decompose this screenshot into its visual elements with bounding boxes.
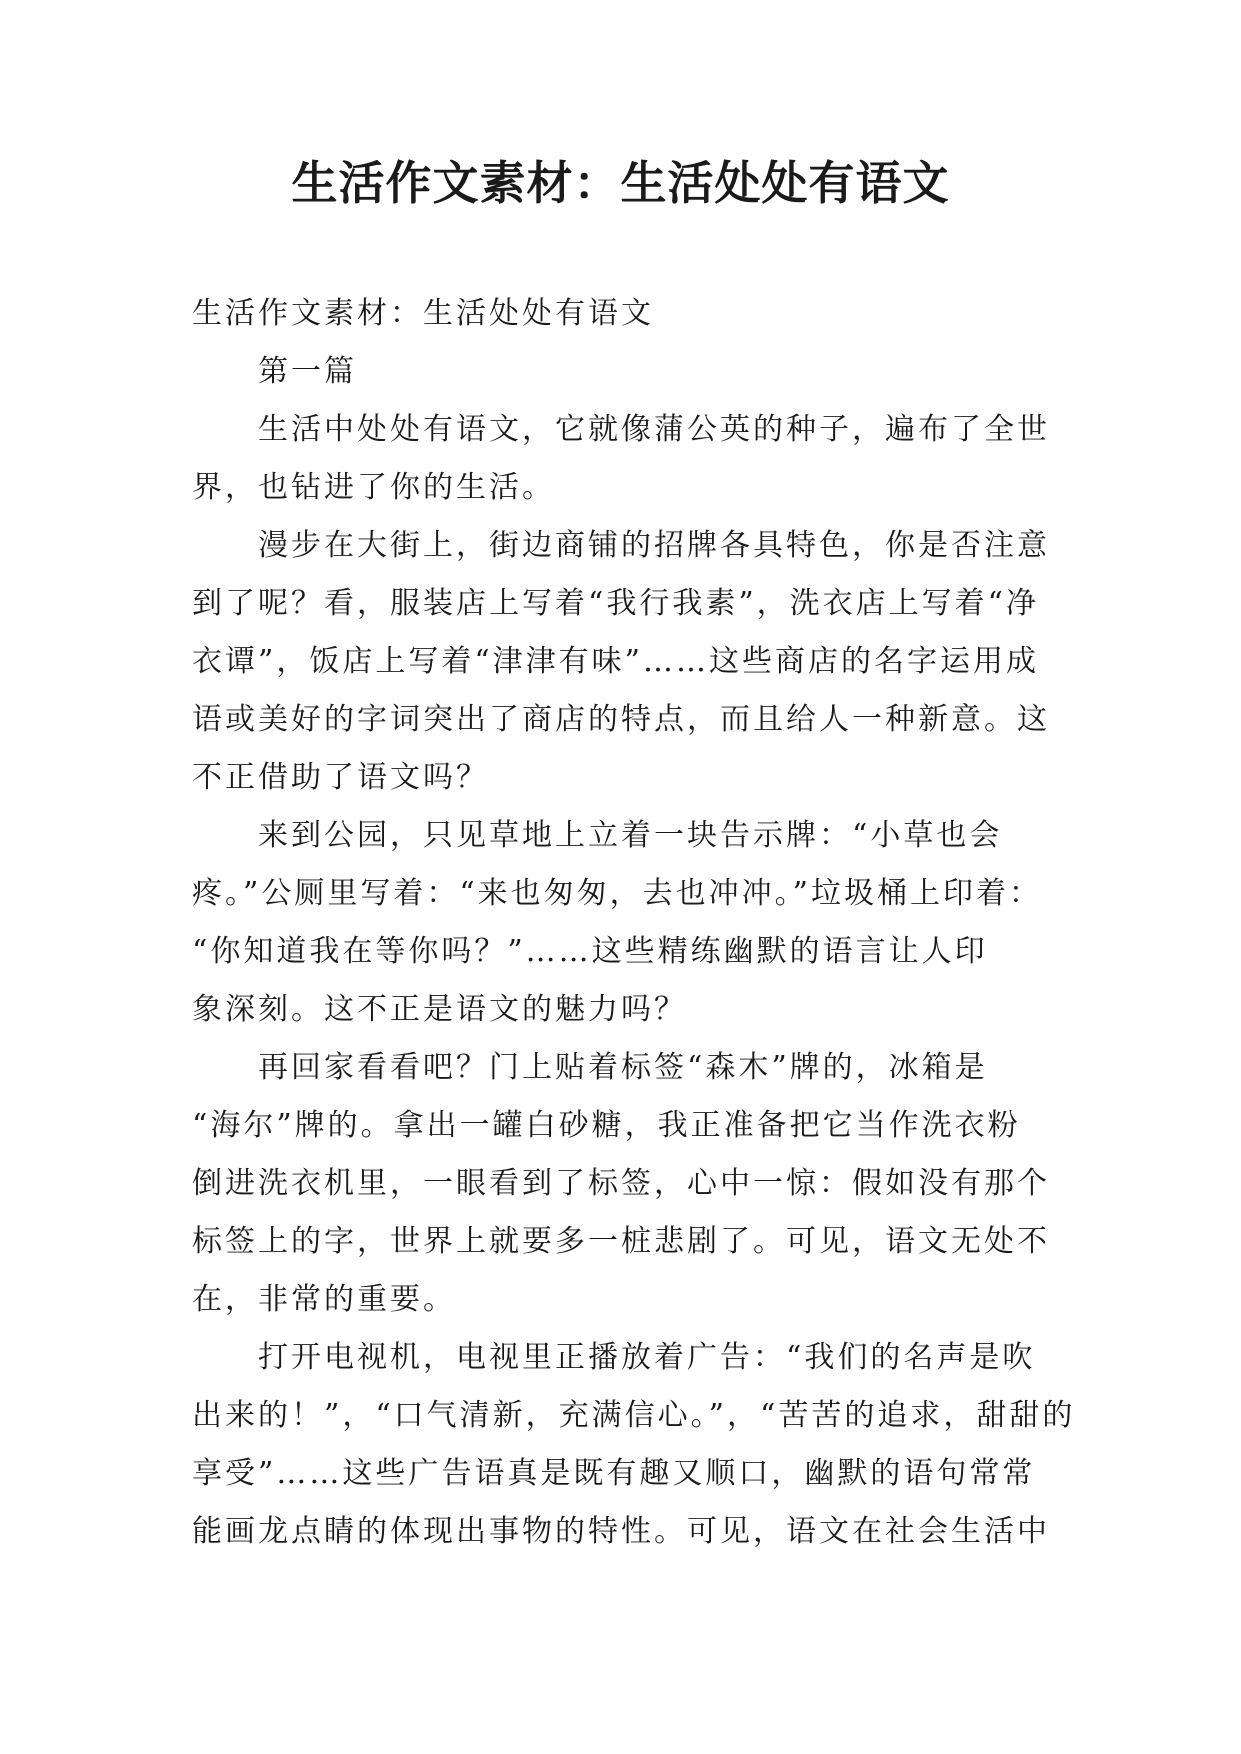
paragraph-line: 语或美好的字词突出了商店的特点，而且给人一种新意。这 xyxy=(192,702,1050,737)
paragraph-line: 倒进洗衣机里，一眼看到了标签，心中一惊：假如没有那个 xyxy=(192,1166,1050,1201)
subtitle-line: 生活作文素材：生活处处有语文 xyxy=(192,296,654,331)
paragraph-line: 生活中处处有语文，它就像蒲公英的种子，遍布了全世 xyxy=(258,412,1050,447)
paragraph-line: 在，非常的重要。 xyxy=(192,1282,456,1317)
section-heading: 第一篇 xyxy=(258,354,357,389)
paragraph-line: 标签上的字，世界上就要多一桩悲剧了。可见，语文无处不 xyxy=(192,1224,1050,1259)
paragraph-line: 享受”……这些广告语真是既有趣又顺口，幽默的语句常常 xyxy=(192,1456,1036,1491)
paragraph-line: 衣谭”，饭店上写着“津津有味”……这些商店的名字运用成 xyxy=(192,644,1040,679)
paragraph-line: “你知道我在等你吗？”……这些精练幽默的语言让人印 xyxy=(192,934,988,969)
paragraph-line: 出来的！”，“口气清新，充满信心。”，“苦苦的追求，甜甜的 xyxy=(192,1398,1076,1433)
paragraph-line: 疼。”公厕里写着：“来也匆匆，去也冲冲。”垃圾桶上印着： xyxy=(192,876,1043,911)
paragraph-line: 能画龙点睛的体现出事物的特性。可见，语文在社会生活中 xyxy=(192,1514,1050,1549)
paragraph-line: 再回家看看吧？门上贴着标签“森木”牌的，冰箱是 xyxy=(258,1050,988,1085)
document-body xyxy=(192,285,1076,1561)
paragraph-line: 打开电视机，电视里正播放着广告：“我们的名声是吹 xyxy=(258,1340,1036,1375)
paragraph-line: 界，也钻进了你的生活。 xyxy=(192,470,555,505)
paragraph-line: 不正借助了语文吗？ xyxy=(192,760,489,795)
paragraph-line: 来到公园，只见草地上立着一块告示牌：“小草也会 xyxy=(258,818,1003,853)
paragraph-line: “海尔”牌的。拿出一罐白砂糖，我正准备把它当作洗衣粉 xyxy=(192,1108,1021,1143)
paragraph-line: 到了呢？看，服装店上写着“我行我素”，洗衣店上写着“净 xyxy=(192,586,1040,621)
document-title: 生活作文素材：生活处处有语文 xyxy=(291,156,950,210)
paragraph-line: 象深刻。这不正是语文的魅力吗？ xyxy=(192,992,687,1027)
paragraph-line: 漫步在大街上，街边商铺的招牌各具特色，你是否注意 xyxy=(258,528,1050,563)
